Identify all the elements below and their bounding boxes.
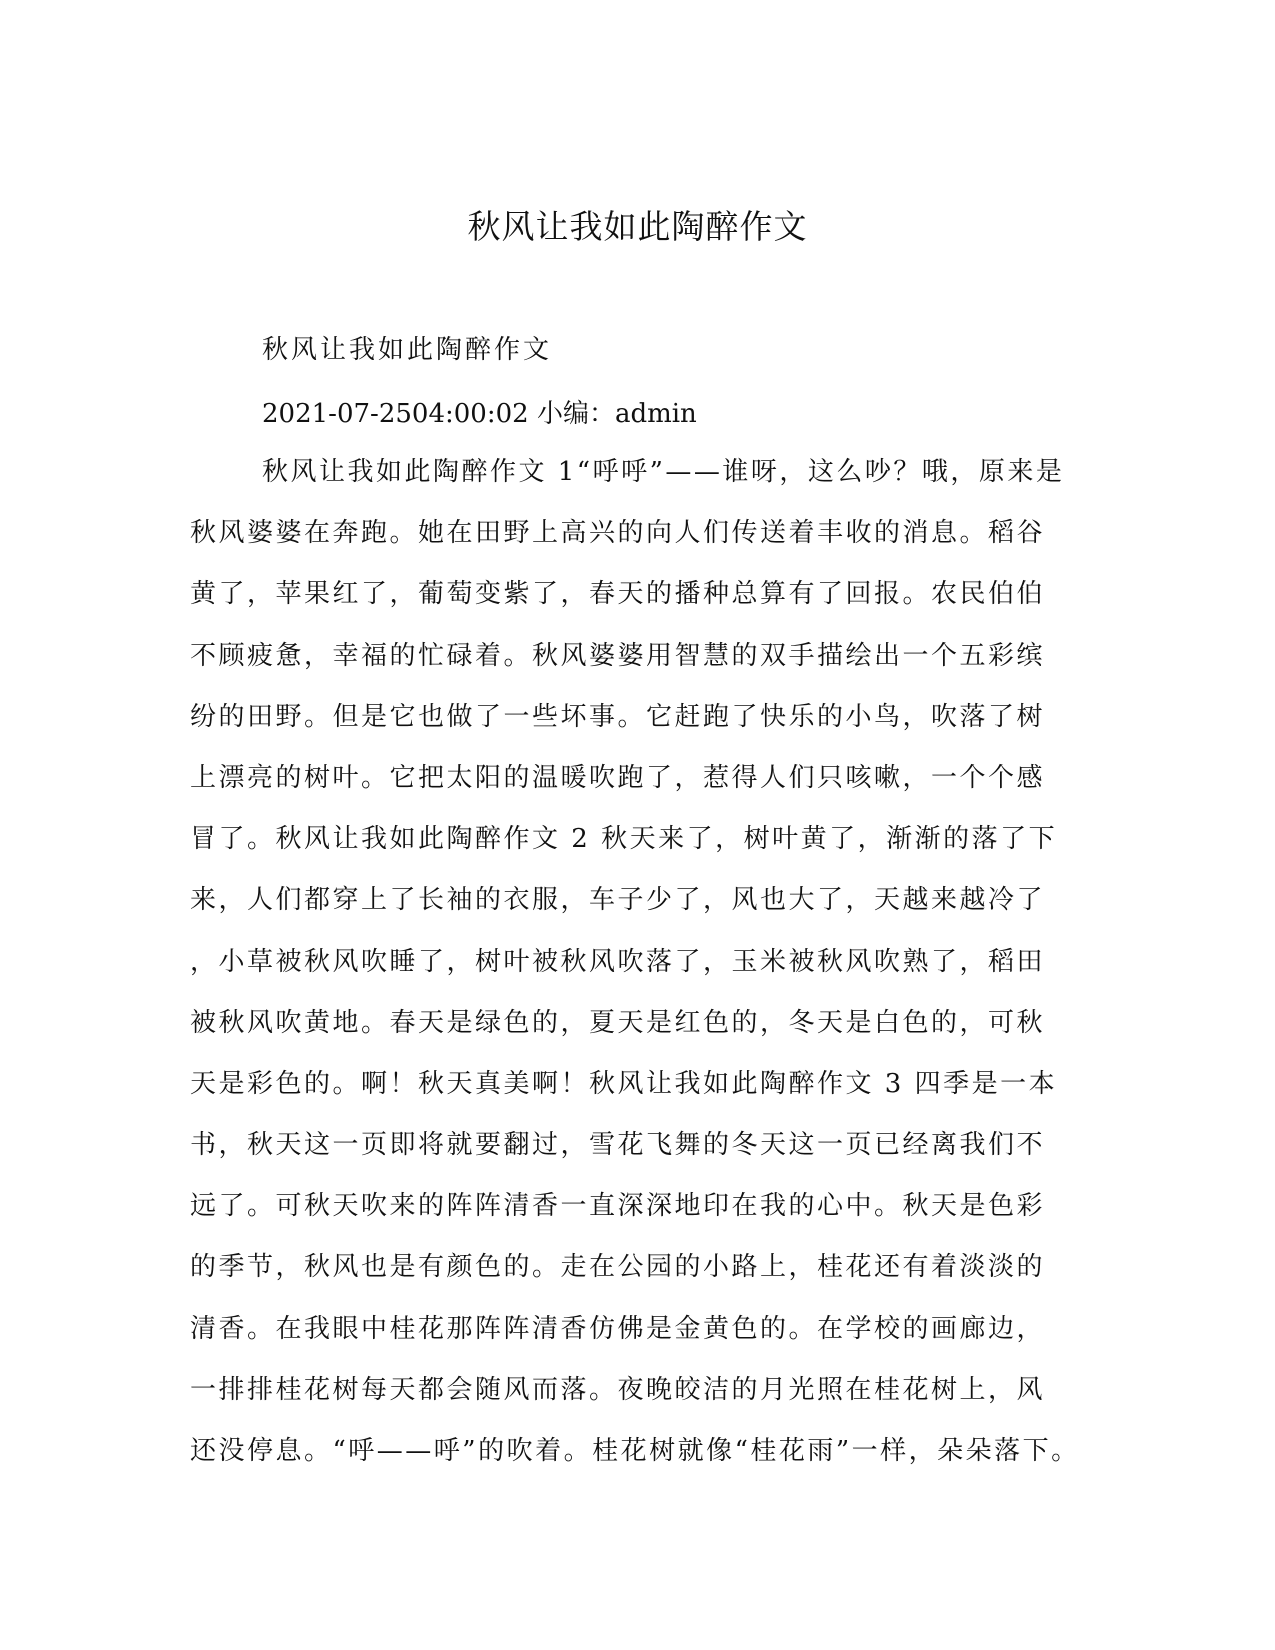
body-line: 冒了。秋风让我如此陶醉作文 2 秋天来了，树叶黄了，渐渐的落了下 [190, 824, 1058, 855]
body-line: 还没停息。“呼——呼”的吹着。桂花树就像“桂花雨”一样，朵朵落下。 [190, 1436, 1080, 1466]
body-line: 纷的田野。但是它也做了一些坏事。它赶跑了快乐的小鸟，吹落了树 [190, 701, 1046, 732]
document-subtitle: 秋风让我如此陶醉作文 [262, 335, 553, 365]
body-line: 秋风让我如此陶醉作文 1“呼呼”——谁呀，这么吵？哦，原来是 [262, 457, 1065, 487]
body-line: 秋风婆婆在奔跑。她在田野上高兴的向人们传送着丰收的消息。稻谷 [190, 518, 1046, 549]
body-line: 远了。可秋天吹来的阵阵清香一直深深地印在我的心中。秋天是色彩 [190, 1191, 1046, 1222]
body-line: 的季节，秋风也是有颜色的。走在公园的小路上，桂花还有着淡淡的 [190, 1252, 1046, 1283]
body-line: 清香。在我眼中桂花那阵阵清香仿佛是金黄色的。在学校的画廊边， [190, 1313, 1046, 1344]
body-line: 来，人们都穿上了长袖的衣服，车子少了，风也大了，天越来越冷了 [190, 885, 1046, 916]
body-line: 天是彩色的。啊！秋天真美啊！秋风让我如此陶醉作文 3 四季是一本 [190, 1068, 1058, 1099]
body-line: 上漂亮的树叶。它把太阳的温暖吹跑了，惹得人们只咳嗽，一个个感 [190, 762, 1046, 793]
document-title: 秋风让我如此陶醉作文 [467, 207, 808, 246]
body-line: 被秋风吹黄地。春天是绿色的，夏天是红色的，冬天是白色的，可秋 [190, 1007, 1046, 1038]
body-line: 黄了，苹果红了，葡萄变紫了，春天的播种总算有了回报。农民伯伯 [190, 579, 1046, 610]
body-line: 一排排桂花树每天都会随风而落。夜晚皎洁的月光照在桂花树上，风 [190, 1374, 1046, 1405]
body-line: ，小草被秋风吹睡了，树叶被秋风吹落了，玉米被秋风吹熟了，稻田 [190, 946, 1046, 977]
document-meta: 2021-07-2504:00:02 小编：admin [262, 399, 697, 429]
body-line: 不顾疲惫，幸福的忙碌着。秋风婆婆用智慧的双手描绘出一个五彩缤 [190, 640, 1046, 671]
body-line: 书，秋天这一页即将就要翻过，雪花飞舞的冬天这一页已经离我们不 [190, 1130, 1046, 1161]
document-body [190, 455, 1080, 1495]
